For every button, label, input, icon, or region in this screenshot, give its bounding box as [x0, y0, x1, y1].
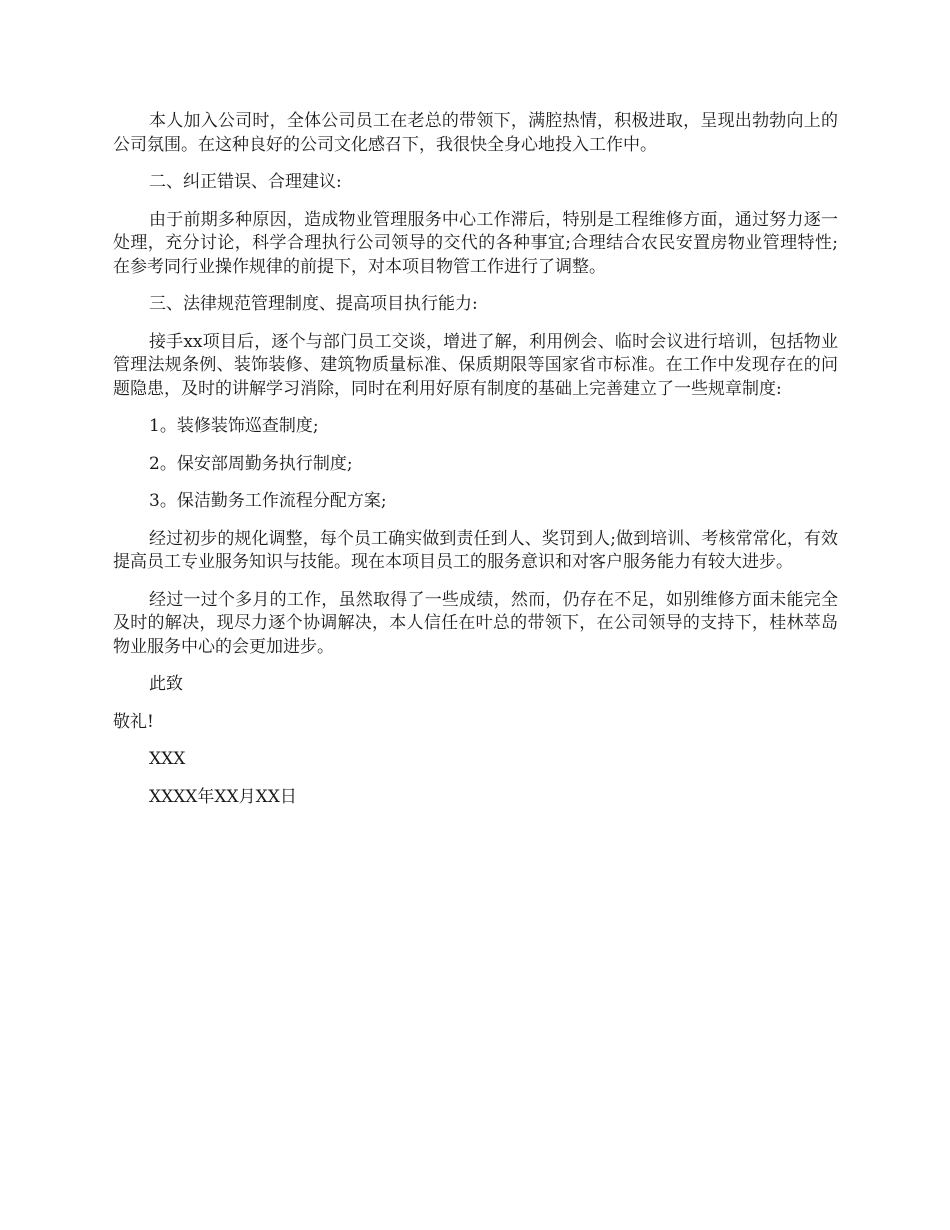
salute-text: 敬礼! — [113, 711, 154, 732]
paragraph-intro: 本人加入公司时，全体公司员工在老总的带领下，满腔热情，积极进取，呈现出勃勃向上的公司氛围。在这种良好的公司文化感召下，我很快全身心地投入工作中。 — [113, 111, 838, 155]
list-item-2: 2。保安部周勤务执行制度; — [149, 453, 353, 474]
paragraph-section-2: 由于前期多种原因，造成物业管理服务中心工作滞后，特别是工程维修方面，通过努力逐一处理，充分讨论，科学合理执行公司领导的交代的各种事宜;合理结合农民安置房物业管理特性;在参考同行业操作规律的前提下，对本项目物管工作进行了调整。 — [113, 209, 838, 277]
list-item-3: 3。保洁勤务工作流程分配方案; — [149, 491, 387, 511]
heading-section-2: 二、纠正错误、合理建议: — [149, 172, 342, 192]
paragraph-summary: 经过一过个多月的工作，虽然取得了一些成绩，然而，仍存在不足，如别维修方面未能完全及时的解决，现尽力逐个协调解决，本人信任在叶总的带领下，在公司领导的支持下，桂林萃岛物业服务中心的会更加进步。 — [113, 589, 838, 657]
signature-name: XXX — [149, 749, 186, 769]
heading-section-3: 三、法律规范管理制度、提高项目执行能力: — [149, 294, 478, 314]
closing-text: 此致 — [149, 674, 183, 694]
signature-date: XXXX年XX月XX日 — [149, 786, 297, 807]
paragraph-section-3: 接手xx项目后，逐个与部门员工交谈，增进了解，利用例会、临时会议进行培训，包括物业管理法规条例、装饰装修、建筑物质量标准、保质期限等国家省市标准。在工作中发现存在的问题隐患，及时的讲解学习消除，同时在利用好原有制度的基础上完善建立了一些规章制度: — [113, 331, 838, 399]
list-item-1: 1。装修装饰巡查制度; — [149, 416, 319, 436]
paragraph-progress: 经过初步的规化调整，每个员工确实做到责任到人、奖罚到人;做到培训、考核常常化，有效提高员工专业服务知识与技能。现在本项目员工的服务意识和对客户服务能力有较大进步。 — [113, 528, 838, 572]
